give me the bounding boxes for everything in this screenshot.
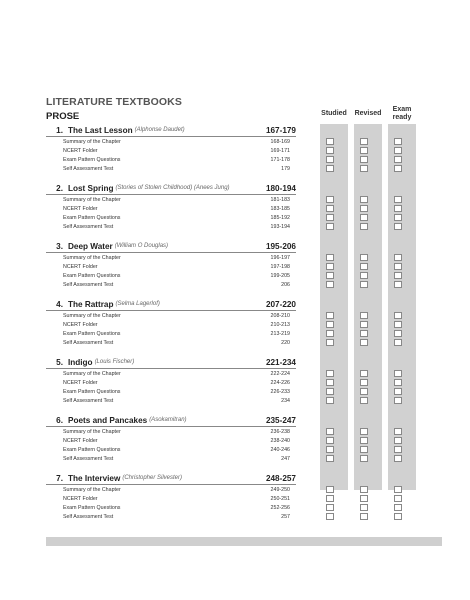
- revised-checkbox[interactable]: [360, 379, 368, 386]
- chapter-page-range: 207-220: [265, 300, 296, 309]
- revised-checkbox[interactable]: [360, 513, 368, 520]
- exam-ready-checkbox[interactable]: [394, 254, 402, 261]
- subtopic-label: Summary of the Chapter: [63, 428, 121, 435]
- subtopic-label: Self Assessment Test: [63, 223, 114, 230]
- exam-ready-checkbox[interactable]: [394, 339, 402, 346]
- chapter-block: [46, 356, 296, 405]
- chapter-title: Deep Water: [68, 242, 113, 251]
- subtopic-pages: 240-246: [270, 446, 290, 453]
- revised-checkbox[interactable]: [360, 147, 368, 154]
- revised-checkbox[interactable]: [360, 446, 368, 453]
- subtopic-label: Exam Pattern Questions: [63, 388, 121, 395]
- revised-checkbox[interactable]: [360, 397, 368, 404]
- subtopic-pages: 185-192: [270, 214, 290, 221]
- chapter-title-row: [46, 472, 296, 485]
- subtopic-pages: 206: [281, 281, 290, 288]
- revised-checkbox[interactable]: [360, 504, 368, 511]
- subtopic-label: Exam Pattern Questions: [63, 272, 121, 279]
- revised-checkbox[interactable]: [360, 486, 368, 493]
- subtopic-pages: 257: [281, 513, 290, 520]
- studied-checkbox[interactable]: [326, 156, 334, 163]
- subtopic-label: Self Assessment Test: [63, 339, 114, 346]
- revised-checkbox[interactable]: [360, 223, 368, 230]
- subtopic-pages: 193-194: [270, 223, 290, 230]
- chapter-title-row: [46, 414, 296, 427]
- studied-checkbox[interactable]: [326, 437, 334, 444]
- chapter-author: (Stories of Stolen Childhood) (Anees Jung): [115, 185, 230, 191]
- chapter-author: (Christopher Silvester): [122, 475, 183, 481]
- subtopic-label: NCERT Folder: [63, 379, 98, 386]
- subtopic-row: [46, 213, 296, 222]
- chapter-number: 5.: [56, 358, 63, 367]
- studied-checkbox[interactable]: [326, 254, 334, 261]
- exam-ready-checkbox[interactable]: [394, 138, 402, 145]
- revised-checkbox[interactable]: [360, 321, 368, 328]
- chapter-number: 2.: [56, 184, 63, 193]
- subtopic-pages: 208-210: [270, 312, 290, 319]
- chapter-title-row: [46, 182, 296, 195]
- subtopic-pages: 224-226: [270, 379, 290, 386]
- revised-checkbox[interactable]: [360, 263, 368, 270]
- chapter-title-row: [46, 240, 296, 253]
- column-header-exam-ready-line2: ready: [392, 114, 412, 121]
- studied-checkbox[interactable]: [326, 379, 334, 386]
- studied-checkbox[interactable]: [326, 147, 334, 154]
- subtopic-row: [46, 311, 296, 320]
- chapter-page-range: 167-179: [265, 126, 296, 135]
- subtopic-label: NCERT Folder: [63, 437, 98, 444]
- subtopic-label: Exam Pattern Questions: [63, 446, 121, 453]
- chapter-page-range: 235-247: [265, 416, 296, 425]
- subtopic-row: [46, 387, 296, 396]
- exam-ready-checkbox[interactable]: [394, 147, 402, 154]
- subtopic-label: NCERT Folder: [63, 495, 98, 502]
- revised-checkbox[interactable]: [360, 312, 368, 319]
- exam-ready-checkbox[interactable]: [394, 388, 402, 395]
- subtopic-row: [46, 329, 296, 338]
- chapter-title: The Interview: [68, 474, 121, 483]
- studied-checkbox[interactable]: [326, 486, 334, 493]
- subtopic-pages: 249-250: [270, 486, 290, 493]
- exam-ready-checkbox[interactable]: [394, 321, 402, 328]
- subtopic-row: [46, 494, 296, 503]
- studied-checkbox[interactable]: [326, 428, 334, 435]
- subtopic-row: [46, 485, 296, 494]
- chapter-page-range: 248-257: [265, 474, 296, 483]
- chapter-block: [46, 414, 296, 463]
- exam-ready-checkbox[interactable]: [394, 223, 402, 230]
- subtopic-row: [46, 262, 296, 271]
- subtopic-label: Self Assessment Test: [63, 165, 114, 172]
- chapter-number: 4.: [56, 300, 63, 309]
- studied-checkbox[interactable]: [326, 312, 334, 319]
- studied-checkbox[interactable]: [326, 138, 334, 145]
- subtopic-label: Self Assessment Test: [63, 513, 114, 520]
- subtopic-label: Self Assessment Test: [63, 281, 114, 288]
- exam-ready-checkbox[interactable]: [394, 156, 402, 163]
- chapter-title: Indigo: [68, 358, 93, 367]
- revised-checkbox[interactable]: [360, 428, 368, 435]
- subtopic-label: Summary of the Chapter: [63, 138, 121, 145]
- subtopic-pages: 236-238: [270, 428, 290, 435]
- subtopic-row: [46, 195, 296, 204]
- subtopic-pages: 179: [281, 165, 290, 172]
- studied-checkbox[interactable]: [326, 388, 334, 395]
- subtopic-label: Exam Pattern Questions: [63, 214, 121, 221]
- revised-checkbox[interactable]: [360, 205, 368, 212]
- chapter-page-range: 221-234: [265, 358, 296, 367]
- subtopic-row: [46, 271, 296, 280]
- chapter-number: 7.: [56, 474, 63, 483]
- subtopic-row: [46, 427, 296, 436]
- chapter-author: (Selma Lagerlof): [115, 301, 160, 307]
- subtopic-label: Self Assessment Test: [63, 397, 114, 404]
- revised-checkbox[interactable]: [360, 339, 368, 346]
- exam-ready-checkbox[interactable]: [394, 312, 402, 319]
- exam-ready-checkbox[interactable]: [394, 504, 402, 511]
- studied-checkbox[interactable]: [326, 205, 334, 212]
- subtopic-label: Exam Pattern Questions: [63, 330, 121, 337]
- studied-checkbox[interactable]: [326, 370, 334, 377]
- revised-checkbox[interactable]: [360, 156, 368, 163]
- exam-ready-checkbox[interactable]: [394, 263, 402, 270]
- subtopic-row: [46, 164, 296, 173]
- subtopic-pages: 213-219: [270, 330, 290, 337]
- studied-checkbox[interactable]: [326, 281, 334, 288]
- exam-ready-checkbox[interactable]: [394, 196, 402, 203]
- revised-checkbox[interactable]: [360, 272, 368, 279]
- exam-ready-checkbox[interactable]: [394, 428, 402, 435]
- section-title: PROSE: [46, 111, 80, 122]
- subtopic-label: Summary of the Chapter: [63, 370, 121, 377]
- subtopic-pages: 238-240: [270, 437, 290, 444]
- subtopic-label: Self Assessment Test: [63, 455, 114, 462]
- subtopic-row: [46, 369, 296, 378]
- subtopic-row: [46, 155, 296, 164]
- subtopic-row: [46, 222, 296, 231]
- subtopic-pages: 197-198: [270, 263, 290, 270]
- exam-ready-column: [388, 124, 416, 490]
- subtopic-label: Summary of the Chapter: [63, 312, 121, 319]
- subtopic-row: [46, 146, 296, 155]
- exam-ready-checkbox[interactable]: [394, 397, 402, 404]
- subtopic-row: [46, 454, 296, 463]
- subtopic-pages: 181-183: [270, 196, 290, 203]
- chapter-title: Poets and Pancakes: [68, 416, 148, 425]
- subtopic-pages: 226-233: [270, 388, 290, 395]
- subtopic-pages: 220: [281, 339, 290, 346]
- chapter-page-range: 180-194: [265, 184, 296, 193]
- studied-column: [320, 124, 348, 490]
- studied-checkbox[interactable]: [326, 330, 334, 337]
- chapter-title-row: [46, 298, 296, 311]
- chapter-page-range: 195-206: [265, 242, 296, 251]
- studied-checkbox[interactable]: [326, 263, 334, 270]
- chapter-block: [46, 182, 296, 231]
- subtopic-label: NCERT Folder: [63, 147, 98, 154]
- studied-checkbox[interactable]: [326, 321, 334, 328]
- subtopic-label: NCERT Folder: [63, 263, 98, 270]
- exam-ready-checkbox[interactable]: [394, 486, 402, 493]
- exam-ready-checkbox[interactable]: [394, 455, 402, 462]
- subtopic-label: Exam Pattern Questions: [63, 504, 121, 511]
- subtopic-label: NCERT Folder: [63, 205, 98, 212]
- subtopic-pages: 234: [281, 397, 290, 404]
- subtopic-pages: 183-185: [270, 205, 290, 212]
- subtopic-row: [46, 445, 296, 454]
- exam-ready-checkbox[interactable]: [394, 513, 402, 520]
- subtopic-row: [46, 503, 296, 512]
- exam-ready-checkbox[interactable]: [394, 437, 402, 444]
- subtopic-row: [46, 512, 296, 521]
- exam-ready-checkbox[interactable]: [394, 330, 402, 337]
- chapter-number: 3.: [56, 242, 63, 251]
- studied-checkbox[interactable]: [326, 455, 334, 462]
- exam-ready-checkbox[interactable]: [394, 446, 402, 453]
- column-header-studied: Studied: [321, 110, 347, 117]
- exam-ready-checkbox[interactable]: [394, 379, 402, 386]
- subtopic-label: NCERT Folder: [63, 321, 98, 328]
- revised-checkbox[interactable]: [360, 281, 368, 288]
- chapter-author: (William O Douglas): [114, 243, 169, 249]
- exam-ready-checkbox[interactable]: [394, 205, 402, 212]
- subtopic-label: Summary of the Chapter: [63, 486, 121, 493]
- subtopic-row: [46, 253, 296, 262]
- subtopic-pages: 196-197: [270, 254, 290, 261]
- subtopic-row: [46, 204, 296, 213]
- subtopic-pages: 199-205: [270, 272, 290, 279]
- exam-ready-checkbox[interactable]: [394, 214, 402, 221]
- subtopic-label: Summary of the Chapter: [63, 254, 121, 261]
- chapter-title-row: [46, 356, 296, 369]
- column-header-exam-ready-line1: Exam: [392, 106, 412, 113]
- revised-checkbox[interactable]: [360, 196, 368, 203]
- revised-checkbox[interactable]: [360, 165, 368, 172]
- page-title: LITERATURE TEXTBOOKS: [46, 96, 182, 108]
- subtopic-row: [46, 280, 296, 289]
- studied-checkbox[interactable]: [326, 504, 334, 511]
- subtopic-pages: 252-256: [270, 504, 290, 511]
- chapter-list: [46, 124, 296, 530]
- column-header-exam-ready: [382, 106, 422, 122]
- revised-checkbox[interactable]: [360, 254, 368, 261]
- subtopic-row: [46, 396, 296, 405]
- subtopic-row: [46, 378, 296, 387]
- subtopic-pages: 171-178: [270, 156, 290, 163]
- chapter-number: 6.: [56, 416, 63, 425]
- studied-checkbox[interactable]: [326, 223, 334, 230]
- chapter-block: [46, 298, 296, 347]
- exam-ready-checkbox[interactable]: [394, 281, 402, 288]
- chapter-author: (Asokamitran): [149, 417, 187, 423]
- chapter-author: (Louis Fischer): [94, 359, 135, 365]
- studied-checkbox[interactable]: [326, 495, 334, 502]
- chapter-title-row: [46, 124, 296, 137]
- column-header-revised: Revised: [354, 110, 382, 117]
- subtopic-pages: 169-171: [270, 147, 290, 154]
- studied-checkbox[interactable]: [326, 165, 334, 172]
- chapter-number: 1.: [56, 126, 63, 135]
- subtopic-row: [46, 338, 296, 347]
- footer-bar: [46, 537, 442, 546]
- exam-ready-checkbox[interactable]: [394, 272, 402, 279]
- subtopic-row: [46, 320, 296, 329]
- revised-checkbox[interactable]: [360, 370, 368, 377]
- revised-checkbox[interactable]: [360, 138, 368, 145]
- subtopic-pages: 247: [281, 455, 290, 462]
- revised-checkbox[interactable]: [360, 214, 368, 221]
- revised-checkbox[interactable]: [360, 495, 368, 502]
- studied-checkbox[interactable]: [326, 214, 334, 221]
- exam-ready-checkbox[interactable]: [394, 165, 402, 172]
- revised-checkbox[interactable]: [360, 388, 368, 395]
- studied-checkbox[interactable]: [326, 272, 334, 279]
- chapter-title: Lost Spring: [68, 184, 114, 193]
- studied-checkbox[interactable]: [326, 196, 334, 203]
- subtopic-pages: 168-169: [270, 138, 290, 145]
- chapter-author: (Alphonse Daudet): [134, 127, 185, 133]
- studied-checkbox[interactable]: [326, 339, 334, 346]
- studied-checkbox[interactable]: [326, 513, 334, 520]
- studied-checkbox[interactable]: [326, 446, 334, 453]
- revised-checkbox[interactable]: [360, 455, 368, 462]
- chapter-block: [46, 472, 296, 521]
- subtopic-row: [46, 436, 296, 445]
- subtopic-row: [46, 137, 296, 146]
- revised-column: [354, 124, 382, 490]
- revised-checkbox[interactable]: [360, 330, 368, 337]
- chapter-title: The Rattrap: [68, 300, 114, 309]
- subtopic-pages: 250-251: [270, 495, 290, 502]
- subtopic-label: Summary of the Chapter: [63, 196, 121, 203]
- exam-ready-checkbox[interactable]: [394, 495, 402, 502]
- exam-ready-checkbox[interactable]: [394, 370, 402, 377]
- subtopic-pages: 222-224: [270, 370, 290, 377]
- subtopic-pages: 210-213: [270, 321, 290, 328]
- studied-checkbox[interactable]: [326, 397, 334, 404]
- revised-checkbox[interactable]: [360, 437, 368, 444]
- chapter-block: [46, 124, 296, 173]
- chapter-title: The Last Lesson: [68, 126, 133, 135]
- chapter-block: [46, 240, 296, 289]
- subtopic-label: Exam Pattern Questions: [63, 156, 121, 163]
